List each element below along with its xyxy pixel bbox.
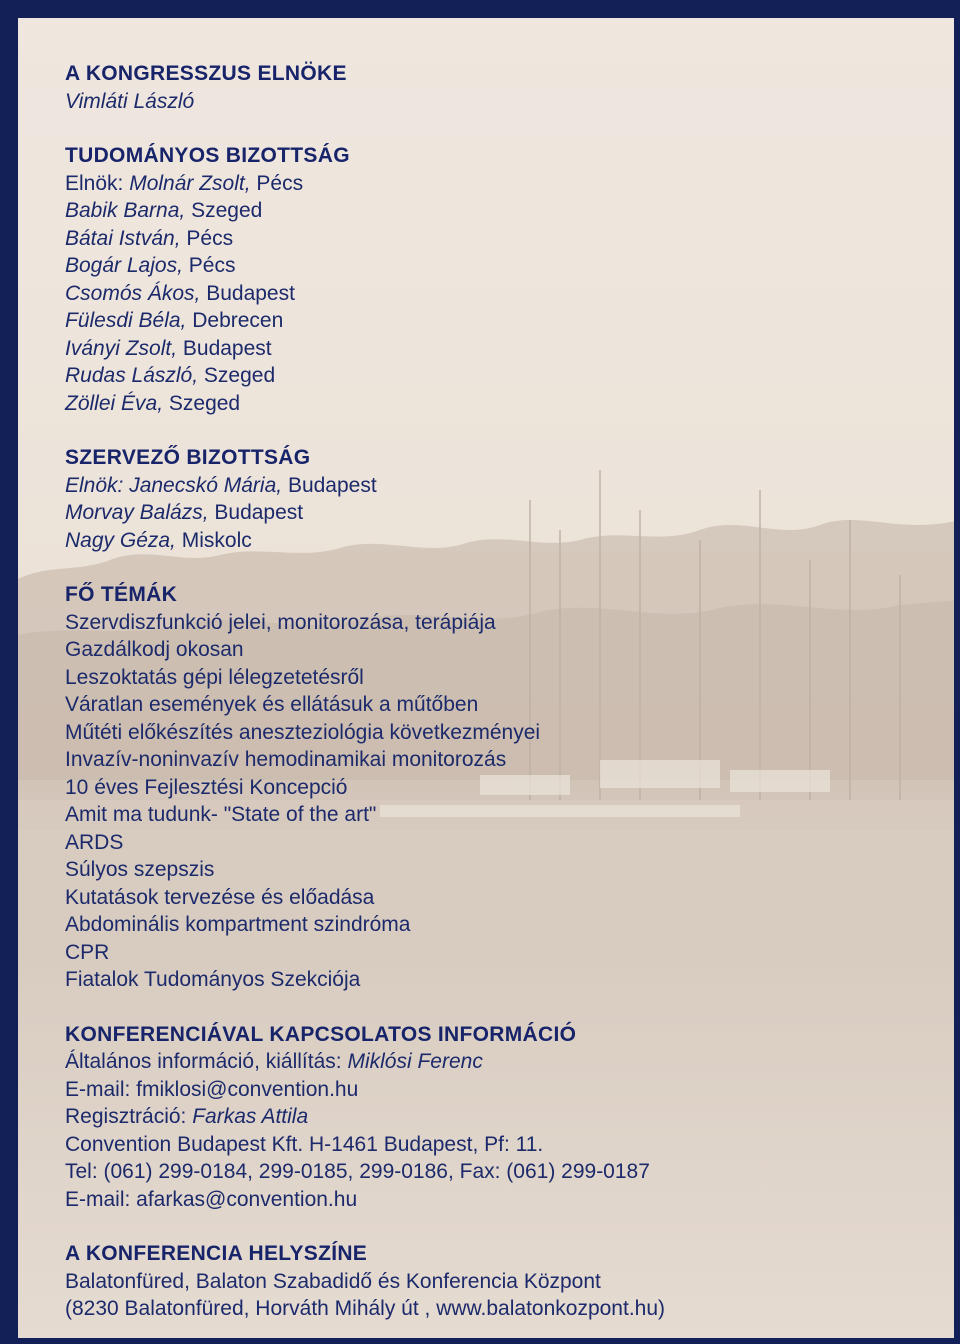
scientific-committee-heading: TUDOMÁNYOS BIZOTTSÁG — [65, 144, 350, 167]
chair-city: Budapest — [282, 473, 377, 497]
member-city: Miskolc — [175, 528, 252, 552]
member-name: Bátai István, — [65, 226, 181, 250]
topic-item: Gazdálkodj okosan — [65, 638, 244, 661]
member-city: Pécs — [180, 226, 234, 250]
scientific-chair — [65, 170, 925, 198]
chair-city: Pécs — [250, 171, 304, 195]
chair-name: Molnár Zsolt, — [129, 171, 251, 195]
member-name: Csomós Ákos, — [65, 281, 201, 305]
frame-right — [954, 0, 960, 1344]
frame-top — [0, 0, 960, 18]
member-city: Pécs — [182, 254, 236, 277]
company-address: Convention Budapest Kft. H-1461 Budapest, Pf: 11. — [65, 1132, 544, 1156]
venue-address[interactable]: (8230 Balatonfüred, Horváth Mihály út , www.balatonkozpont.hu) — [65, 1297, 666, 1320]
member-city: Szeged — [185, 199, 263, 222]
president-heading: A KONGRESSZUS ELNÖKE — [65, 62, 347, 85]
topic-item: CPR — [65, 940, 110, 964]
general-info — [65, 1048, 925, 1076]
general-info-label: Általános információ, kiállítás: — [65, 1050, 348, 1073]
scientific-committee-section — [65, 142, 925, 417]
frame-left — [0, 0, 18, 1344]
chair-name: Elnök: Janecskó Mária, — [65, 473, 283, 497]
president-section — [65, 60, 925, 115]
member-city: Budapest — [177, 336, 272, 360]
info-section — [65, 1021, 925, 1214]
committee-member — [65, 362, 925, 390]
email-link-2[interactable]: E-mail: afarkas@convention.hu — [65, 1187, 358, 1211]
topic-item: Váratlan események és ellátásuk a műtőben — [65, 693, 479, 716]
topic-item: Súlyos szepszis — [65, 858, 215, 881]
member-name: Babik Barna, — [65, 199, 186, 222]
brochure-text — [65, 60, 925, 1344]
committee-member — [65, 252, 925, 280]
topic-item: Kutatások tervezése és előadása — [65, 885, 375, 909]
member-name: Zöllei Éva, — [65, 391, 164, 415]
committee-member — [65, 197, 925, 225]
member-city: Szeged — [198, 364, 276, 387]
member-city: Debrecen — [186, 309, 284, 332]
topic-item: ARDS — [65, 830, 124, 854]
topic-item: Invazív-noninvazív hemodinamikai monitorozás — [65, 748, 507, 771]
registration-name: Farkas Attila — [192, 1105, 309, 1128]
president-name: Vimláti László — [65, 89, 195, 113]
member-name: Rudas László, — [65, 364, 199, 387]
topic-item: Műtéti előkészítés aneszteziológia következményei — [65, 720, 541, 744]
chair-prefix: Elnök: — [65, 171, 130, 195]
committee-member — [65, 225, 925, 253]
committee-member — [65, 307, 925, 335]
member-name: Nagy Géza, — [65, 528, 176, 552]
committee-member — [65, 499, 925, 527]
registration-label: Regisztráció: — [65, 1105, 193, 1128]
topic-item: Leszoktatás gépi lélegzetetésről — [65, 665, 364, 689]
member-name: Iványi Zsolt, — [65, 336, 178, 360]
registration-info — [65, 1103, 925, 1131]
member-name: Morvay Balázs, — [65, 501, 209, 524]
venue-heading: A KONFERENCIA HELYSZÍNE — [65, 1242, 368, 1265]
organizing-committee-heading: SZERVEZŐ BIZOTTSÁG — [65, 446, 311, 469]
topic-item: 10 éves Fejlesztési Koncepció — [65, 775, 348, 799]
venue-section — [65, 1240, 925, 1323]
topics-section — [65, 581, 925, 994]
topic-item: Szervdiszfunkció jelei, monitorozása, terápiája — [65, 610, 496, 634]
phone-fax: Tel: (061) 299-0184, 299-0185, 299-0186, Fax: (061) 299-0187 — [65, 1160, 650, 1183]
organizing-committee-section — [65, 444, 925, 554]
topic-item: Amit ma tudunk- "State of the art" — [65, 803, 377, 826]
member-name: Bogár Lajos, — [65, 254, 183, 277]
topics-heading: FŐ TÉMÁK — [65, 583, 178, 606]
topic-item: Fiatalok Tudományos Szekciója — [65, 968, 361, 991]
email-link-1[interactable]: E-mail: fmiklosi@convention.hu — [65, 1077, 359, 1101]
member-city: Budapest — [208, 501, 304, 524]
member-name: Fülesdi Béla, — [65, 309, 187, 332]
committee-member — [65, 335, 925, 363]
committee-member — [65, 390, 925, 418]
committee-member — [65, 527, 925, 555]
member-city: Budapest — [200, 281, 295, 305]
general-info-name: Miklósi Ferenc — [347, 1050, 483, 1073]
organizing-chair — [65, 472, 925, 500]
topic-item: Abdominális kompartment szindróma — [65, 913, 411, 936]
venue-name: Balatonfüred, Balaton Szabadidő és Konferencia Központ — [65, 1269, 601, 1293]
member-city: Szeged — [163, 391, 241, 415]
info-heading: KONFERENCIÁVAL KAPCSOLATOS INFORMÁCIÓ — [65, 1022, 577, 1046]
committee-member — [65, 280, 925, 308]
